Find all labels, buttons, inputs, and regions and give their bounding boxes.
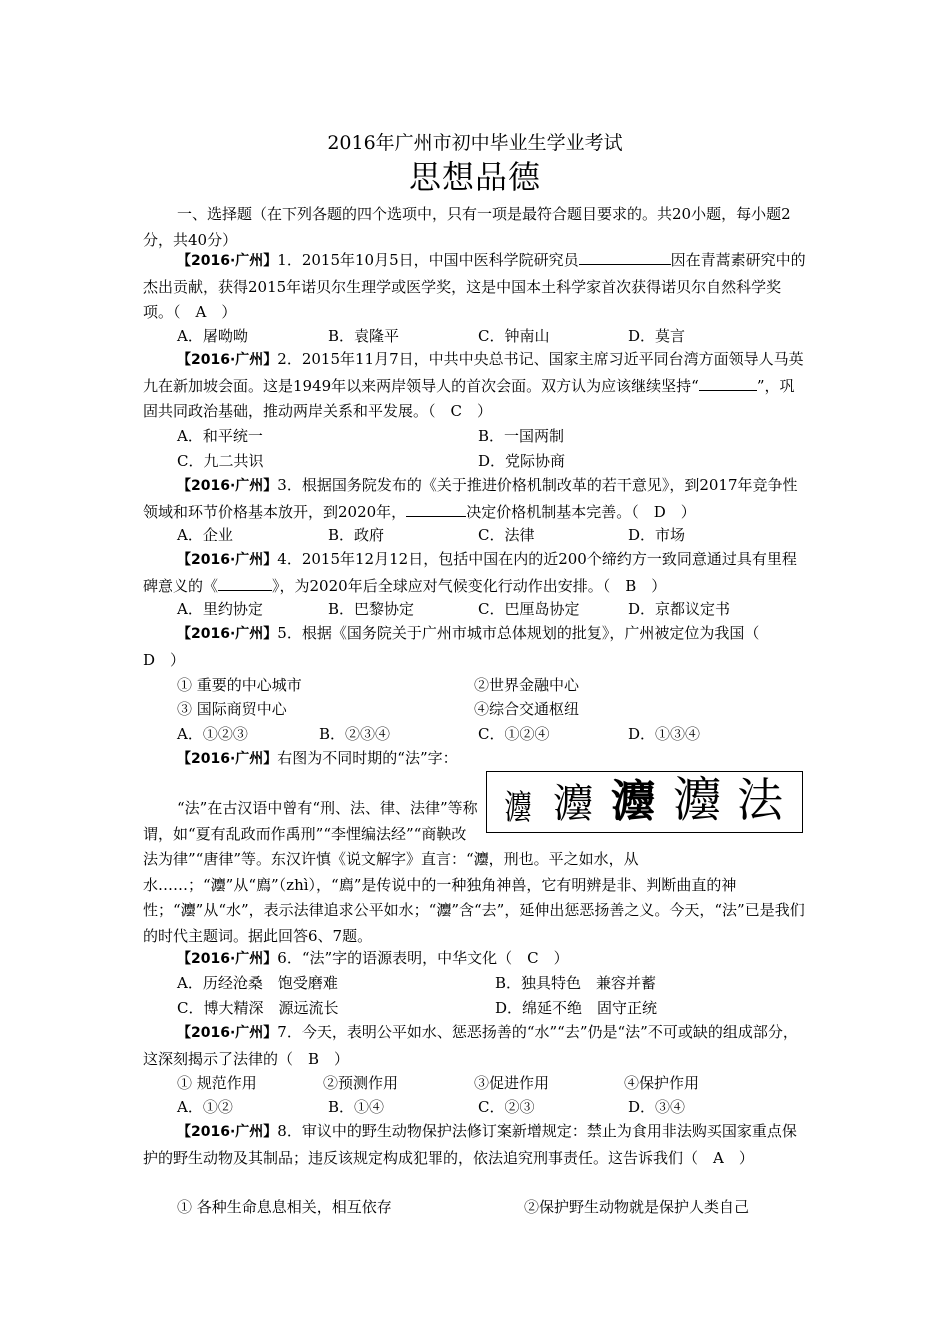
option-c: C．巴厘岛协定	[478, 600, 580, 618]
option-d: D．①③④	[628, 725, 701, 743]
question-text: 5．根据《国务院关于广州市城市总体规划的批复》，广州被定位为我国（ D ）	[143, 624, 775, 669]
option-b: B．巴黎协定	[328, 600, 415, 618]
statement-item: ④保护作用	[624, 1074, 700, 1092]
question-7	[143, 1020, 808, 1072]
option-a: A．和平统一	[177, 427, 263, 445]
material-text: “法”在古汉语中曾有“刑、法、律、法律”等称谓，如“夏有乱政而作禹刑”“李悝编法经”“商鞅改法为律”“唐律”等。东汉许慎《说文解字》直言：“灋，刑也。平之如水，从水……；“灋”从“廌”（zhì），“廌”是传说中的一种独角神兽，它有明辨是非、判断曲直的神性；“灋”从“水”，表示法律追求公平如水；“灋”含“去”，延伸出惩恶扬善之义。今天，“法”已是我们的时代主题词。据此回答6、7题。	[143, 799, 805, 945]
question-tag: 【2016·广州】	[177, 626, 278, 642]
question-text: 2．2015年11月7日，中共中央总书记、国家主席习近平同台湾方面领导人马英九在新加坡会面。这是1949年以来两岸领导人的首次会面。双方认为应该继续坚持“	[143, 350, 804, 395]
ancient-fa-glyph: 灋	[504, 788, 532, 828]
question-5	[143, 621, 808, 673]
question-8	[143, 1119, 808, 1171]
section-intro: 一、选择题（在下列各题的四个选项中，只有一项是最符合题目要求的。共20小题，每小题2分，共40分）	[143, 205, 791, 249]
question-text: 3．根据国务院发布的《关于推进价格机制改革的若干意见》，到2017年竞争性领域和环节价格基本放开，到2020年，	[143, 476, 798, 521]
question-text: 6．“法”字的语源表明，中华文化（ C ）	[277, 949, 569, 967]
option-d: D．莫言	[628, 327, 686, 345]
answer-blank	[579, 250, 671, 265]
statement-item: ②预测作用	[323, 1074, 399, 1092]
seal-fa-glyph: 灋	[553, 781, 593, 827]
option-b: B．②③④	[319, 725, 391, 743]
statement-item: ① 各种生命息息相关，相互依存	[177, 1198, 392, 1216]
option-d: D．党际协商	[478, 452, 566, 470]
question-tag: 【2016·广州】	[177, 751, 278, 767]
material-body	[143, 796, 808, 949]
material-intro	[143, 746, 473, 773]
question-tag: 【2016·广州】	[177, 552, 278, 568]
option-b: B．政府	[328, 526, 385, 544]
material-line: 右图为不同时期的“法”字：	[277, 749, 458, 767]
subject-title: 思想品德	[408, 158, 541, 196]
option-a: A．屠呦呦	[177, 327, 248, 345]
question-tag: 【2016·广州】	[177, 478, 278, 494]
question-3	[143, 473, 808, 525]
question-tag: 【2016·广州】	[177, 352, 278, 368]
question-tag: 【2016·广州】	[177, 1124, 278, 1140]
option-d: D．市场	[628, 526, 686, 544]
question-tag: 【2016·广州】	[177, 1025, 278, 1041]
option-c: C．②③	[478, 1098, 535, 1116]
option-c: C．钟南山	[478, 327, 550, 345]
option-b: B．独具特色 兼容并蓄	[495, 974, 657, 992]
question-text: 决定价格机制基本完善。（ D ）	[466, 502, 696, 521]
option-a: A．历经沧桑 饱受磨难	[177, 974, 338, 992]
option-a: A．企业	[177, 526, 233, 544]
question-tag: 【2016·广州】	[177, 253, 278, 269]
option-c: C．法律	[478, 526, 535, 544]
option-d: D．③④	[628, 1098, 686, 1116]
option-a: A．①②③	[177, 725, 248, 743]
statement-item: ① 重要的中心城市	[177, 676, 302, 694]
question-tag: 【2016·广州】	[177, 951, 278, 967]
question-6	[143, 946, 808, 973]
option-b: B．一国两制	[478, 427, 565, 445]
modern-fa-glyph: 法	[737, 773, 783, 827]
question-text: ”，巩固共同政治基础，推动两岸关系和平发展。（ C ）	[143, 376, 795, 420]
option-c: C．①②④	[478, 725, 550, 743]
statement-item: ① 规范作用	[177, 1074, 257, 1092]
clerical-fa-glyph: 灋	[611, 776, 655, 827]
question-text: 》，为2020年后全球应对气候变化行动作出安排。（ B ）	[272, 576, 667, 595]
exam-title: 2016年广州市初中毕业生学业考试	[327, 132, 623, 154]
answer-blank	[218, 576, 272, 591]
statement-item: ③ 国际商贸中心	[177, 700, 287, 718]
figure-spacer	[478, 796, 808, 832]
option-c: C．博大精深 源远流长	[177, 999, 339, 1017]
statement-item: ②世界金融中心	[474, 676, 580, 694]
option-a: A．①②	[177, 1098, 233, 1116]
question-text: 4．2015年12月12日，包括中国在内的近200个缔约方一致同意通过具有里程碑意义的《	[143, 550, 797, 595]
question-text: 1．2015年10月5日，中国中医科学院研究员	[277, 251, 579, 269]
statement-item: ③促进作用	[474, 1074, 550, 1092]
question-text: 8．审议中的野生动物保护法修订案新增规定：禁止为食用非法购买国家重点保护的野生动物及其制品；违反该规定构成犯罪的，依法追究刑事责任。这告诉我们（ A ）	[143, 1122, 797, 1167]
option-d: D．京都议定书	[628, 600, 731, 618]
option-b: B．袁隆平	[328, 327, 400, 345]
regular-fa-glyph: 灋	[673, 772, 722, 828]
option-d: D．绵延不绝 固守正统	[495, 999, 658, 1017]
option-b: B．①④	[328, 1098, 385, 1116]
statement-item: ②保护野生动物就是保护人类自己	[524, 1198, 750, 1216]
question-2	[143, 347, 808, 425]
answer-blank	[699, 376, 757, 391]
question-1	[143, 248, 808, 326]
question-4	[143, 547, 808, 599]
question-text: 7．今天，表明公平如水、惩恶扬善的“水”“去”仍是“法”不可或缺的组成部分，这深刻揭示了法律的（ B ）	[143, 1023, 798, 1068]
option-a: A．里约协定	[177, 600, 263, 618]
statement-item: ④综合交通枢纽	[474, 700, 580, 718]
option-c: C．九二共识	[177, 452, 264, 470]
question-text: 因在青蒿素研究中的杰出贡献，获得2015年诺贝尔生理学或医学奖，这是中国本土科学家首次获得诺贝尔自然科学奖项。（ A ）	[143, 251, 806, 321]
answer-blank	[406, 502, 466, 517]
